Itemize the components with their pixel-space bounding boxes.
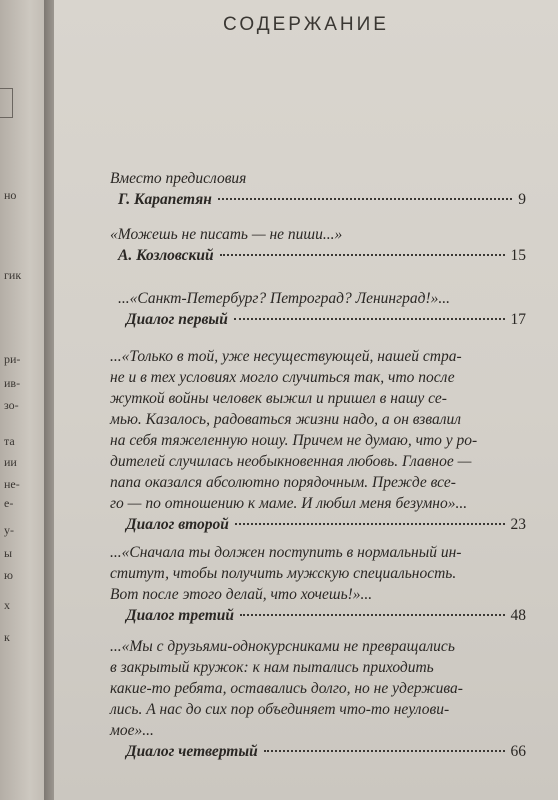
leader-dots: [234, 318, 505, 320]
leader-dots: [264, 750, 505, 752]
toc-line[interactable]: [110, 309, 526, 330]
contents-page: [54, 0, 558, 800]
text-fragment: та: [4, 434, 15, 448]
leader-dots: [220, 254, 505, 256]
entry-excerpt-line: мью. Казалось, радоваться жизни надо, а он взвалил: [110, 411, 461, 428]
entry-excerpt-line: мое»...: [110, 722, 154, 739]
entry-excerpt-line: лись. А нас до сих пор объединяет что-то неулови-: [110, 701, 450, 718]
toc-entry: [110, 346, 526, 535]
page-number: 15: [510, 247, 526, 264]
entry-excerpt-line: ...«Сначала ты должен поступить в нормальный ин-: [110, 544, 462, 561]
entry-author: Диалог четвертый: [126, 743, 258, 760]
page-number: 66: [510, 743, 526, 760]
page-number: 17: [510, 311, 526, 328]
leader-dots: [235, 523, 505, 525]
entry-author: Диалог третий: [126, 607, 235, 624]
toc-entry: [110, 168, 526, 210]
text-fragment: х: [4, 598, 10, 612]
page-number: 9: [518, 191, 526, 208]
adjacent-page: [0, 0, 50, 800]
text-fragment: ю: [4, 568, 13, 582]
entry-author: Диалог первый: [126, 311, 228, 328]
text-fragment: не-: [4, 477, 20, 491]
leader-dots: [218, 198, 512, 200]
entry-excerpt-line: го — по отношению к маме. И любил меня безумно»...: [110, 495, 468, 512]
entry-excerpt-line: ...«Только в той, уже несуществующей, нашей стра-: [110, 348, 462, 365]
entry-author: Диалог второй: [126, 516, 229, 533]
toc-entry: [110, 636, 526, 762]
entry-excerpt-line: жуткой войны человек выжил и пришел в нашу се-: [110, 390, 447, 407]
toc-entry: [110, 288, 526, 330]
toc-entry: [110, 542, 526, 626]
entry-excerpt-line: ститут, чтобы получить мужскую специальность.: [110, 565, 457, 582]
text-fragment: ы: [4, 546, 13, 560]
entry-excerpt: Вместо предисловия: [110, 170, 247, 187]
entry-excerpt-line: папа оказался абсолютно порядочным. Прежде все-: [110, 474, 456, 491]
page-title: СОДЕРЖАНИЕ: [223, 14, 389, 35]
entry-excerpt-line: не и в тех условиях могло случиться так, что после: [110, 369, 455, 386]
toc-entry: [110, 224, 526, 266]
entry-author: А. Козловский: [118, 247, 214, 264]
leader-dots: [240, 614, 504, 616]
entry-excerpt: ...«Санкт-Петербург? Петроград? Ленинград!»...: [118, 290, 451, 307]
text-fragment: к: [4, 630, 10, 644]
entry-excerpt: «Можешь не писать — не пиши...»: [110, 226, 343, 243]
entry-excerpt-line: в закрытый кружок: к нам пытались приходить: [110, 659, 434, 676]
text-fragment: е-: [4, 496, 14, 510]
entry-excerpt-line: на себя тяжеленную ношу. Причем не думаю, что у ро-: [110, 432, 478, 449]
text-fragment: ри-: [4, 352, 21, 366]
entry-excerpt-line: какие-то ребята, оставались долго, но не удержива-: [110, 680, 463, 697]
entry-excerpt-line: дителей случилась необыкновенная любовь. Главное —: [110, 453, 472, 470]
text-fragment: у-: [4, 523, 14, 537]
toc-line[interactable]: [110, 514, 526, 535]
page-frame-mark: [0, 88, 13, 118]
toc-line[interactable]: [110, 189, 526, 210]
entry-excerpt-line: ...«Мы с друзьями-однокурсниками не превращались: [110, 638, 455, 655]
toc-line[interactable]: [110, 605, 526, 626]
entry-excerpt-line: Вот после этого делай, что хочешь!»...: [110, 586, 373, 603]
entry-author: Г. Карапетян: [118, 191, 212, 208]
page-number: 23: [510, 516, 526, 533]
text-fragment: ии: [4, 455, 17, 469]
text-fragment: гик: [4, 268, 22, 282]
text-fragment: но: [4, 188, 17, 202]
text-fragment: зо-: [4, 398, 19, 412]
toc-line[interactable]: [110, 741, 526, 762]
page-number: 48: [510, 607, 526, 624]
toc-line[interactable]: [110, 245, 526, 266]
text-fragment: ив-: [4, 376, 21, 390]
